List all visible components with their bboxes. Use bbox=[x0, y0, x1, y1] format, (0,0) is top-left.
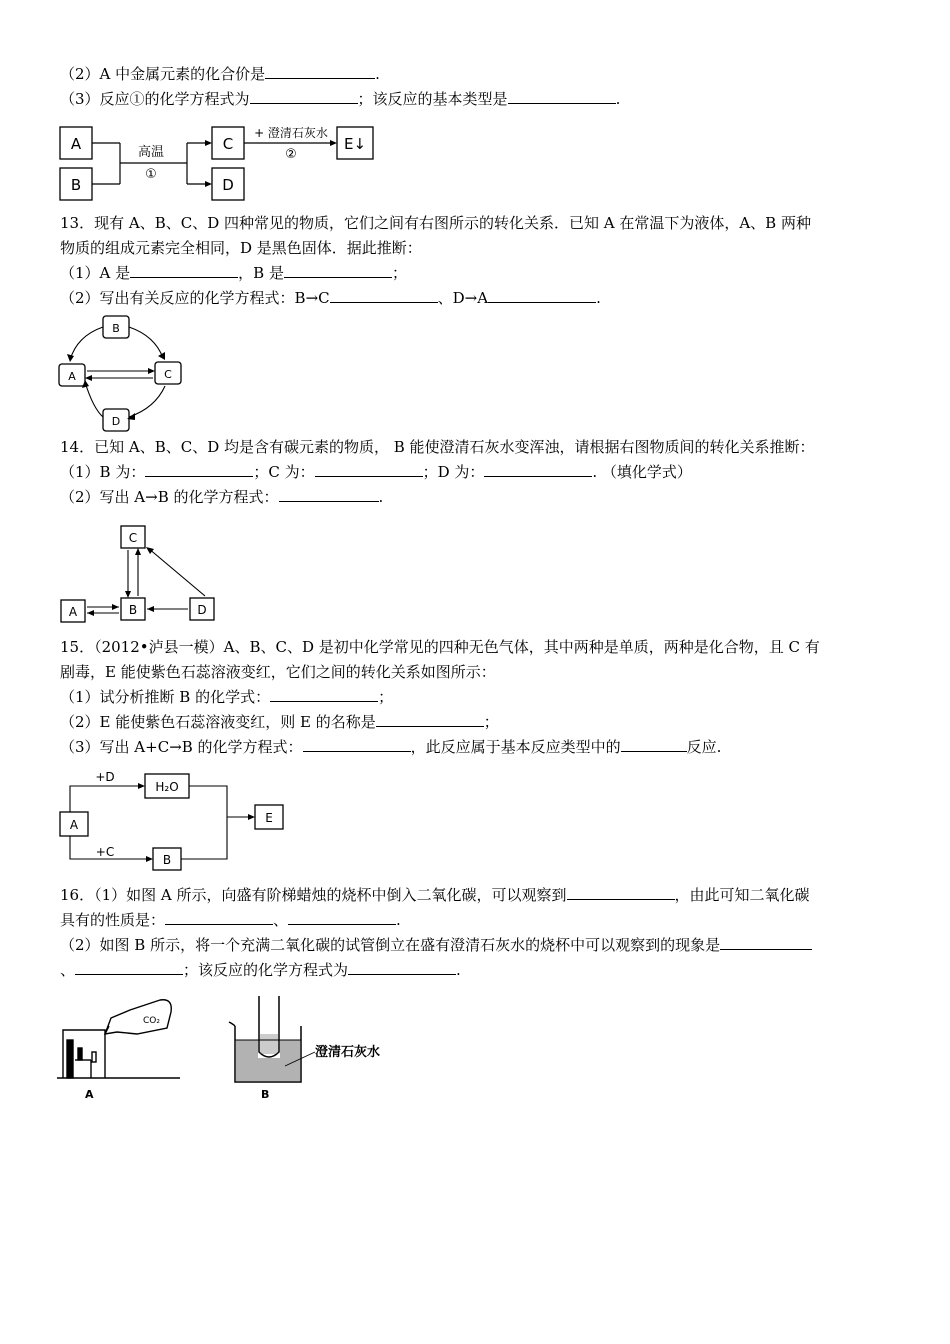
reaction-number-2: ② bbox=[285, 147, 297, 162]
label-e: E bbox=[265, 811, 273, 825]
label-c: C bbox=[222, 135, 234, 153]
answer-blank[interactable] bbox=[279, 487, 379, 502]
q14-line-1: 14．已知 A、B、C、D 均是含有碳元素的物质， B 能使澄清石灰水变浑浊，请根据右图物质间的转化关系推断： bbox=[60, 438, 815, 456]
answer-blank[interactable] bbox=[484, 462, 592, 477]
label-d: D bbox=[222, 176, 234, 194]
answer-blank[interactable] bbox=[165, 910, 273, 925]
answer-blank[interactable] bbox=[348, 960, 456, 975]
q15-line-5: （3）写出 A+C→B 的化学方程式： ，此反应属于基本反应类型中的 反应. bbox=[60, 738, 722, 756]
label-h2o: H₂O bbox=[155, 780, 179, 794]
q16-line-1: 16．（1）如图 A 所示，向盛有阶梯蜡烛的烧杯中倒入二氧化碳，可以观察到 ，由此可知二氧化碳 bbox=[60, 886, 810, 904]
figure-b-limewater bbox=[225, 990, 405, 1102]
co2-label: CO₂ bbox=[143, 1016, 160, 1026]
label-b: B bbox=[70, 176, 82, 194]
q13-line-2: 物质的组成元素完全相同，D 是黑色固体．据此推断： bbox=[60, 239, 422, 257]
q12-diagram bbox=[55, 120, 385, 205]
label-b: B bbox=[128, 603, 138, 617]
figure-b-caption: B bbox=[261, 1088, 270, 1101]
label-d: D bbox=[197, 603, 207, 617]
answer-blank[interactable] bbox=[488, 288, 596, 303]
label-b: B bbox=[162, 853, 172, 867]
answer-blank[interactable] bbox=[145, 462, 253, 477]
label-d: D bbox=[111, 415, 121, 428]
q13-line-1: 13．现有 A、B、C、D 四种常见的物质，它们之间有右图所示的转化关系．已知 A 在常温下为液体，A、B 两种 bbox=[60, 214, 811, 232]
condition-limewater: + 澄清石灰水 bbox=[254, 126, 328, 140]
label-b: B bbox=[112, 322, 120, 335]
figure-a-caption: A bbox=[85, 1088, 94, 1101]
q15-line-2: 剧毒，E 能使紫色石蕊溶液变红，它们之间的转化关系如图所示： bbox=[60, 663, 496, 681]
q13-diagram bbox=[55, 312, 195, 432]
answer-blank[interactable] bbox=[250, 89, 358, 104]
figure-a-co2-pouring bbox=[55, 998, 185, 1103]
label-c: C bbox=[164, 368, 172, 381]
answer-blank[interactable] bbox=[330, 288, 438, 303]
answer-blank[interactable] bbox=[315, 462, 423, 477]
q13-line-3: （1）A 是 ，B 是 ； bbox=[60, 264, 407, 282]
q15-line-4: （2）E 能使紫色石蕊溶液变红，则 E 的名称是 ； bbox=[60, 713, 499, 731]
label-a: A bbox=[70, 135, 82, 153]
label-e: E↓ bbox=[343, 135, 367, 153]
q14-diagram bbox=[55, 520, 225, 625]
condition-high-temp: 高温 bbox=[137, 145, 165, 160]
q15-diagram bbox=[55, 768, 295, 873]
answer-blank[interactable] bbox=[130, 263, 238, 278]
q15-line-3: （1）试分析推断 B 的化学式： ； bbox=[60, 688, 394, 706]
q16-line-3: （2）如图 B 所示，将一个充满二氧化碳的试管倒立在盛有澄清石灰水的烧杯中可以观察到的现象是 bbox=[60, 935, 812, 955]
answer-blank[interactable] bbox=[288, 910, 396, 925]
q12-line-3: （3）反应①的化学方程式为 ；该反应的基本类型是 . bbox=[60, 90, 621, 108]
q13-line-4: （2）写出有关反应的化学方程式：B→C 、D→A . bbox=[60, 289, 601, 307]
answer-blank[interactable] bbox=[303, 737, 411, 752]
limewater-label: 澄清石灰水 bbox=[315, 1045, 381, 1060]
label-plus-c: +C bbox=[95, 845, 115, 859]
label-plus-d: +D bbox=[95, 770, 115, 784]
q15-line-1: 15．（2012•泸县一模）A、B、C、D 是初中化学常见的四种无色气体，其中两种是单质，两种是化合物，且 C 有 bbox=[60, 638, 820, 656]
q14-line-3: （2）写出 A→B 的化学方程式： . bbox=[60, 488, 384, 506]
answer-blank[interactable] bbox=[720, 935, 812, 950]
answer-blank[interactable] bbox=[75, 960, 183, 975]
label-c: C bbox=[128, 531, 138, 545]
answer-blank[interactable] bbox=[508, 89, 616, 104]
q12-line-2: （2）A 中金属元素的化合价是 . bbox=[60, 65, 380, 83]
answer-blank[interactable] bbox=[621, 737, 687, 752]
answer-blank[interactable] bbox=[270, 687, 378, 702]
answer-blank[interactable] bbox=[567, 885, 675, 900]
q16-line-2: 具有的性质是： 、 . bbox=[60, 911, 401, 929]
label-a: A bbox=[68, 605, 78, 619]
label-a: A bbox=[69, 818, 79, 832]
q16-line-4: 、 ；该反应的化学方程式为 . bbox=[60, 961, 461, 979]
answer-blank[interactable] bbox=[376, 712, 484, 727]
answer-blank[interactable] bbox=[284, 263, 392, 278]
reaction-number-1: ① bbox=[145, 167, 157, 182]
q14-line-2: （1）B 为： ；C 为： ；D 为： . （填化学式） bbox=[60, 463, 692, 481]
answer-blank[interactable] bbox=[265, 64, 375, 79]
label-a: A bbox=[68, 370, 76, 383]
